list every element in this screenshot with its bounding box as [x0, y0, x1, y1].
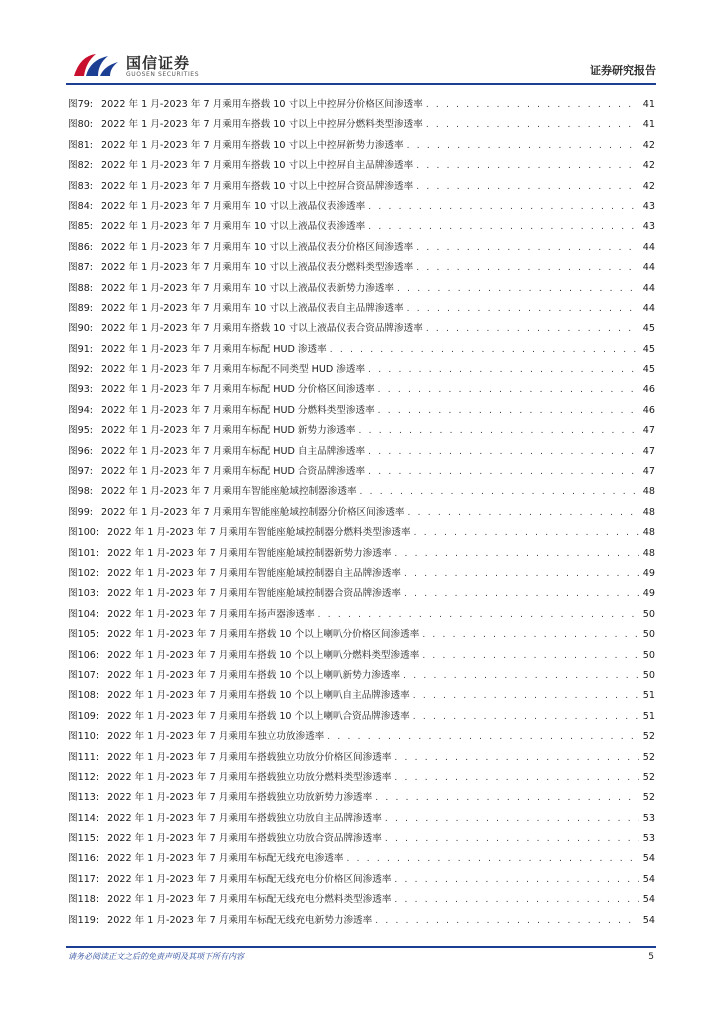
- dot-leader: [408, 503, 639, 523]
- dot-leader: [358, 421, 638, 441]
- figure-page-number: 43: [642, 200, 655, 212]
- figure-page-number: 54: [642, 894, 655, 906]
- figure-title: 2022 年 1 月-2023 年 7 月乘用车搭载 10 个以上喇叭自主品牌渗透率: [107, 690, 410, 702]
- dot-leader: [394, 544, 638, 564]
- figure-page-number: 54: [642, 914, 655, 926]
- figure-number: 图89:: [68, 302, 94, 314]
- dot-leader: [378, 401, 639, 421]
- figure-title: 2022 年 1 月-2023 年 7 月乘用车标配 HUD 合资品牌渗透率: [101, 466, 366, 478]
- figure-title: 2022 年 1 月-2023 年 7 月乘用车搭载独立功放分燃料类型渗透率: [107, 771, 392, 783]
- figure-page-number: 46: [642, 404, 655, 416]
- toc-entry[interactable]: [68, 442, 655, 462]
- figure-number: 图83:: [68, 180, 94, 192]
- figure-page-number: 51: [642, 690, 655, 702]
- figure-number: 图113:: [68, 792, 100, 804]
- dot-leader: [346, 849, 638, 869]
- figure-number: 图107:: [68, 669, 100, 681]
- toc-entry[interactable]: [68, 584, 655, 604]
- figure-number: 图99:: [68, 506, 94, 518]
- dot-leader: [368, 360, 639, 380]
- dot-leader: [413, 707, 639, 727]
- figure-number: 图87:: [68, 262, 94, 274]
- toc-entry[interactable]: [68, 177, 655, 197]
- figure-title: 2022 年 1 月-2023 年 7 月乘用车搭载独立功放分价格区间渗透率: [107, 751, 392, 763]
- figure-number: 图85:: [68, 221, 94, 233]
- figure-page-number: 52: [642, 771, 655, 783]
- figure-title: 2022 年 1 月-2023 年 7 月乘用车标配 HUD 分燃料类型渗透率: [101, 404, 375, 416]
- figure-title: 2022 年 1 月-2023 年 7 月乘用车 10 寸以上液晶仪表渗透率: [101, 200, 366, 212]
- figure-title: 2022 年 1 月-2023 年 7 月乘用车搭载 10 寸以上中控屏新势力渗透率: [101, 139, 404, 151]
- toc-entry[interactable]: [68, 605, 655, 625]
- toc-entry[interactable]: [68, 258, 655, 278]
- figure-title: 2022 年 1 月-2023 年 7 月乘用车标配 HUD 分价格区间渗透率: [101, 384, 375, 396]
- toc-entry[interactable]: [68, 238, 655, 258]
- figure-title: 2022 年 1 月-2023 年 7 月乘用车标配无线充电分价格区间渗透率: [107, 873, 392, 885]
- figure-number: 图119:: [68, 914, 100, 926]
- figure-title: 2022 年 1 月-2023 年 7 月乘用车标配不同类型 HUD 渗透率: [101, 364, 366, 376]
- figure-page-number: 54: [642, 873, 655, 885]
- dot-leader: [378, 380, 639, 400]
- toc-entry[interactable]: [68, 217, 655, 237]
- dot-leader: [422, 625, 638, 645]
- figure-number: 图110:: [68, 731, 100, 743]
- dot-leader: [426, 95, 639, 115]
- figure-title: 2022 年 1 月-2023 年 7 月乘用车智能座舱域控制器合资品牌渗透率: [107, 588, 402, 600]
- dot-leader: [368, 197, 639, 217]
- dot-leader: [426, 319, 639, 339]
- figure-title: 2022 年 1 月-2023 年 7 月乘用车 10 寸以上液晶仪表渗透率: [101, 221, 366, 233]
- figure-page-number: 52: [642, 731, 655, 743]
- figure-title: 2022 年 1 月-2023 年 7 月乘用车智能座舱域控制器新势力渗透率: [107, 547, 392, 559]
- figure-page-number: 45: [642, 343, 655, 355]
- toc-entry[interactable]: [68, 707, 655, 727]
- figure-page-number: 47: [642, 466, 655, 478]
- figure-page-number: 44: [642, 262, 655, 274]
- toc-entry[interactable]: [68, 319, 655, 339]
- figure-title: 2022 年 1 月-2023 年 7 月乘用车标配 HUD 渗透率: [101, 343, 327, 355]
- figure-number: 图79:: [68, 99, 94, 110]
- dot-leader: [394, 748, 638, 768]
- figure-number: 图82:: [68, 160, 94, 172]
- toc-entry[interactable]: [68, 279, 655, 299]
- figure-title: 2022 年 1 月-2023 年 7 月乘用车搭载 10 寸以上中控屏合资品牌渗透率: [101, 180, 414, 192]
- figure-title: 2022 年 1 月-2023 年 7 月乘用车搭载 10 个以上喇叭分燃料类型渗透率: [107, 649, 420, 661]
- figure-page-number: 50: [642, 629, 655, 641]
- figure-number: 图91:: [68, 343, 94, 355]
- header-divider: [66, 83, 656, 85]
- figure-title: 2022 年 1 月-2023 年 7 月乘用车扬声器渗透率: [107, 608, 315, 620]
- toc-entry[interactable]: [68, 380, 655, 400]
- toc-entry[interactable]: [68, 95, 655, 115]
- figure-number: 图105:: [68, 629, 100, 641]
- figure-title: 2022 年 1 月-2023 年 7 月乘用车搭载 10 个以上喇叭合资品牌渗透率: [107, 710, 410, 722]
- figure-number: 图106:: [68, 649, 100, 661]
- toc-entry[interactable]: [68, 503, 655, 523]
- figure-page-number: 44: [642, 302, 655, 314]
- dot-leader: [403, 666, 639, 686]
- figure-page-number: 50: [642, 649, 655, 661]
- toc-entry[interactable]: [68, 768, 655, 788]
- figure-number: 图118:: [68, 894, 100, 906]
- dot-leader: [426, 115, 639, 135]
- figure-page-number: 53: [642, 833, 655, 845]
- figure-title: 2022 年 1 月-2023 年 7 月乘用车搭载 10 寸以上中控屏自主品牌渗透率: [101, 160, 414, 172]
- figure-page-number: 52: [642, 751, 655, 763]
- figure-page-number: 48: [642, 486, 655, 498]
- figure-number: 图108:: [68, 690, 100, 702]
- toc-entry[interactable]: [68, 421, 655, 441]
- toc-entry[interactable]: [68, 564, 655, 584]
- dot-leader: [416, 238, 639, 258]
- dot-leader: [375, 788, 639, 808]
- figure-title: 2022 年 1 月-2023 年 7 月乘用车 10 寸以上液晶仪表新势力渗透率: [101, 282, 395, 294]
- figure-page-number: 41: [642, 99, 655, 110]
- figure-number: 图115:: [68, 833, 100, 845]
- figure-title: 2022 年 1 月-2023 年 7 月乘用车 10 寸以上液晶仪表分价格区间渗透率: [101, 241, 414, 253]
- figure-page-number: 49: [642, 588, 655, 600]
- dot-leader: [413, 686, 639, 706]
- dot-leader: [394, 870, 638, 890]
- footer-divider: [66, 946, 656, 948]
- figure-page-number: 48: [642, 506, 655, 518]
- toc-entry[interactable]: [68, 482, 655, 502]
- figure-page-number: 42: [642, 160, 655, 172]
- dot-leader: [407, 299, 639, 319]
- dot-leader: [385, 829, 639, 849]
- figure-title: 2022 年 1 月-2023 年 7 月乘用车搭载 10 寸以上中控屏分燃料类型渗透率: [101, 119, 423, 131]
- figure-title: 2022 年 1 月-2023 年 7 月乘用车搭载 10 寸以上液晶仪表合资品牌渗透率: [101, 323, 423, 335]
- figure-page-number: 47: [642, 445, 655, 457]
- dot-leader: [368, 442, 639, 462]
- figure-number: 图100:: [68, 527, 100, 539]
- toc-entry[interactable]: [68, 890, 655, 910]
- figure-number: 图93:: [68, 384, 94, 396]
- figure-title: 2022 年 1 月-2023 年 7 月乘用车标配 HUD 新势力渗透率: [101, 425, 356, 437]
- toc-entry[interactable]: [68, 829, 655, 849]
- figure-number: 图96:: [68, 445, 94, 457]
- figure-page-number: 44: [642, 282, 655, 294]
- figure-number: 图112:: [68, 771, 100, 783]
- dot-leader: [416, 156, 639, 176]
- dot-leader: [375, 911, 639, 931]
- toc-entry[interactable]: [68, 340, 655, 360]
- dot-leader: [368, 217, 639, 237]
- dot-leader: [360, 482, 639, 502]
- brand-name-en: GUOSEN SECURITIES: [126, 71, 200, 78]
- toc-entry[interactable]: [68, 686, 655, 706]
- figure-number: 图97:: [68, 466, 94, 478]
- disclaimer-note: 请务必阅读正文之后的免责声明及其项下所有内容: [68, 952, 244, 961]
- toc-entry[interactable]: [68, 849, 655, 869]
- figure-title: 2022 年 1 月-2023 年 7 月乘用车独立功放渗透率: [107, 731, 325, 743]
- toc-entry[interactable]: [68, 299, 655, 319]
- dot-leader: [327, 727, 639, 747]
- dot-leader: [404, 564, 639, 584]
- figure-title: 2022 年 1 月-2023 年 7 月乘用车搭载 10 个以上喇叭新势力渗透率: [107, 669, 401, 681]
- figure-page-number: 49: [642, 567, 655, 579]
- dot-leader: [422, 646, 638, 666]
- toc-entry[interactable]: [68, 360, 655, 380]
- figure-title: 2022 年 1 月-2023 年 7 月乘用车搭载独立功放自主品牌渗透率: [107, 812, 382, 824]
- toc-entry[interactable]: [68, 156, 655, 176]
- figure-number: 图117:: [68, 873, 100, 885]
- figure-page-number: 48: [642, 527, 655, 539]
- toc-entry[interactable]: [68, 809, 655, 829]
- dot-leader: [416, 258, 639, 278]
- figure-page-number: 50: [642, 669, 655, 681]
- figure-number: 图86:: [68, 241, 94, 253]
- figure-number: 图102:: [68, 567, 100, 579]
- figure-title: 2022 年 1 月-2023 年 7 月乘用车智能座舱域控制器渗透率: [101, 486, 357, 498]
- figure-page-number: 45: [642, 364, 655, 376]
- figure-number: 图104:: [68, 608, 100, 620]
- toc-entry[interactable]: [68, 727, 655, 747]
- figure-page-number: 51: [642, 710, 655, 722]
- figure-title: 2022 年 1 月-2023 年 7 月乘用车搭载独立功放合资品牌渗透率: [107, 833, 382, 845]
- figure-title: 2022 年 1 月-2023 年 7 月乘用车搭载 10 寸以上中控屏分价格区间渗透率: [101, 99, 423, 110]
- figure-number: 图92:: [68, 364, 94, 376]
- figure-title: 2022 年 1 月-2023 年 7 月乘用车智能座舱域控制器分价格区间渗透率: [101, 506, 405, 518]
- dot-leader: [368, 462, 639, 482]
- figure-number: 图103:: [68, 588, 100, 600]
- toc-entry[interactable]: [68, 870, 655, 890]
- dot-leader: [385, 809, 639, 829]
- figure-number: 图109:: [68, 710, 100, 722]
- figure-title: 2022 年 1 月-2023 年 7 月乘用车智能座舱域控制器自主品牌渗透率: [107, 567, 402, 579]
- dot-leader: [394, 768, 638, 788]
- figure-title: 2022 年 1 月-2023 年 7 月乘用车标配 HUD 自主品牌渗透率: [101, 445, 366, 457]
- toc-entry[interactable]: [68, 788, 655, 808]
- figure-number: 图95:: [68, 425, 94, 437]
- report-type-label: 证券研究报告: [590, 64, 656, 77]
- figure-page-number: 44: [642, 241, 655, 253]
- figure-title: 2022 年 1 月-2023 年 7 月乘用车 10 寸以上液晶仪表自主品牌渗透率: [101, 302, 404, 314]
- figure-number: 图114:: [68, 812, 100, 824]
- figure-title: 2022 年 1 月-2023 年 7 月乘用车标配无线充电渗透率: [107, 853, 344, 865]
- figure-page-number: 47: [642, 425, 655, 437]
- figure-number: 图116:: [68, 853, 100, 865]
- toc-entry[interactable]: [68, 401, 655, 421]
- figure-number: 图81:: [68, 139, 94, 151]
- toc-entry[interactable]: [68, 748, 655, 768]
- toc-entry[interactable]: [68, 625, 655, 645]
- toc-entry[interactable]: [68, 666, 655, 686]
- dot-leader: [318, 605, 639, 625]
- toc-entry[interactable]: [68, 462, 655, 482]
- figure-index-list: [68, 95, 655, 931]
- figure-number: 图98:: [68, 486, 94, 498]
- figure-number: 图94:: [68, 404, 94, 416]
- figure-title: 2022 年 1 月-2023 年 7 月乘用车智能座舱域控制器分燃料类型渗透率: [107, 527, 411, 539]
- figure-number: 图111:: [68, 751, 100, 763]
- figure-page-number: 48: [642, 547, 655, 559]
- figure-number: 图101:: [68, 547, 100, 559]
- toc-entry[interactable]: [68, 646, 655, 666]
- figure-page-number: 54: [642, 853, 655, 865]
- page-number: 5: [648, 952, 654, 962]
- toc-entry[interactable]: [68, 136, 655, 156]
- figure-page-number: 46: [642, 384, 655, 396]
- guosen-logo-icon: [72, 50, 120, 80]
- figure-title: 2022 年 1 月-2023 年 7 月乘用车 10 寸以上液晶仪表分燃料类型渗透率: [101, 262, 414, 274]
- dot-leader: [397, 279, 639, 299]
- figure-page-number: 43: [642, 221, 655, 233]
- toc-entry[interactable]: [68, 523, 655, 543]
- toc-entry[interactable]: [68, 115, 655, 135]
- page-header: [0, 0, 724, 86]
- toc-entry[interactable]: [68, 911, 655, 931]
- dot-leader: [414, 523, 639, 543]
- dot-leader: [416, 177, 639, 197]
- figure-number: 图80:: [68, 119, 94, 131]
- dot-leader: [404, 584, 639, 604]
- figure-title: 2022 年 1 月-2023 年 7 月乘用车搭载 10 个以上喇叭分价格区间渗透率: [107, 629, 420, 641]
- figure-title: 2022 年 1 月-2023 年 7 月乘用车标配无线充电分燃料类型渗透率: [107, 894, 392, 906]
- dot-leader: [407, 136, 639, 156]
- figure-page-number: 53: [642, 812, 655, 824]
- figure-title: 2022 年 1 月-2023 年 7 月乘用车标配无线充电新势力渗透率: [107, 914, 373, 926]
- toc-entry[interactable]: [68, 544, 655, 564]
- figure-number: 图84:: [68, 200, 94, 212]
- dot-leader: [330, 340, 639, 360]
- figure-number: 图88:: [68, 282, 94, 294]
- figure-number: 图90:: [68, 323, 94, 335]
- figure-page-number: 42: [642, 180, 655, 192]
- figure-page-number: 41: [642, 119, 655, 131]
- figure-page-number: 45: [642, 323, 655, 335]
- figure-page-number: 50: [642, 608, 655, 620]
- figure-page-number: 52: [642, 792, 655, 804]
- toc-entry[interactable]: [68, 197, 655, 217]
- figure-page-number: 42: [642, 139, 655, 151]
- figure-title: 2022 年 1 月-2023 年 7 月乘用车搭载独立功放新势力渗透率: [107, 792, 373, 804]
- dot-leader: [394, 890, 638, 910]
- brand-name-cn: 国信证券: [126, 54, 191, 72]
